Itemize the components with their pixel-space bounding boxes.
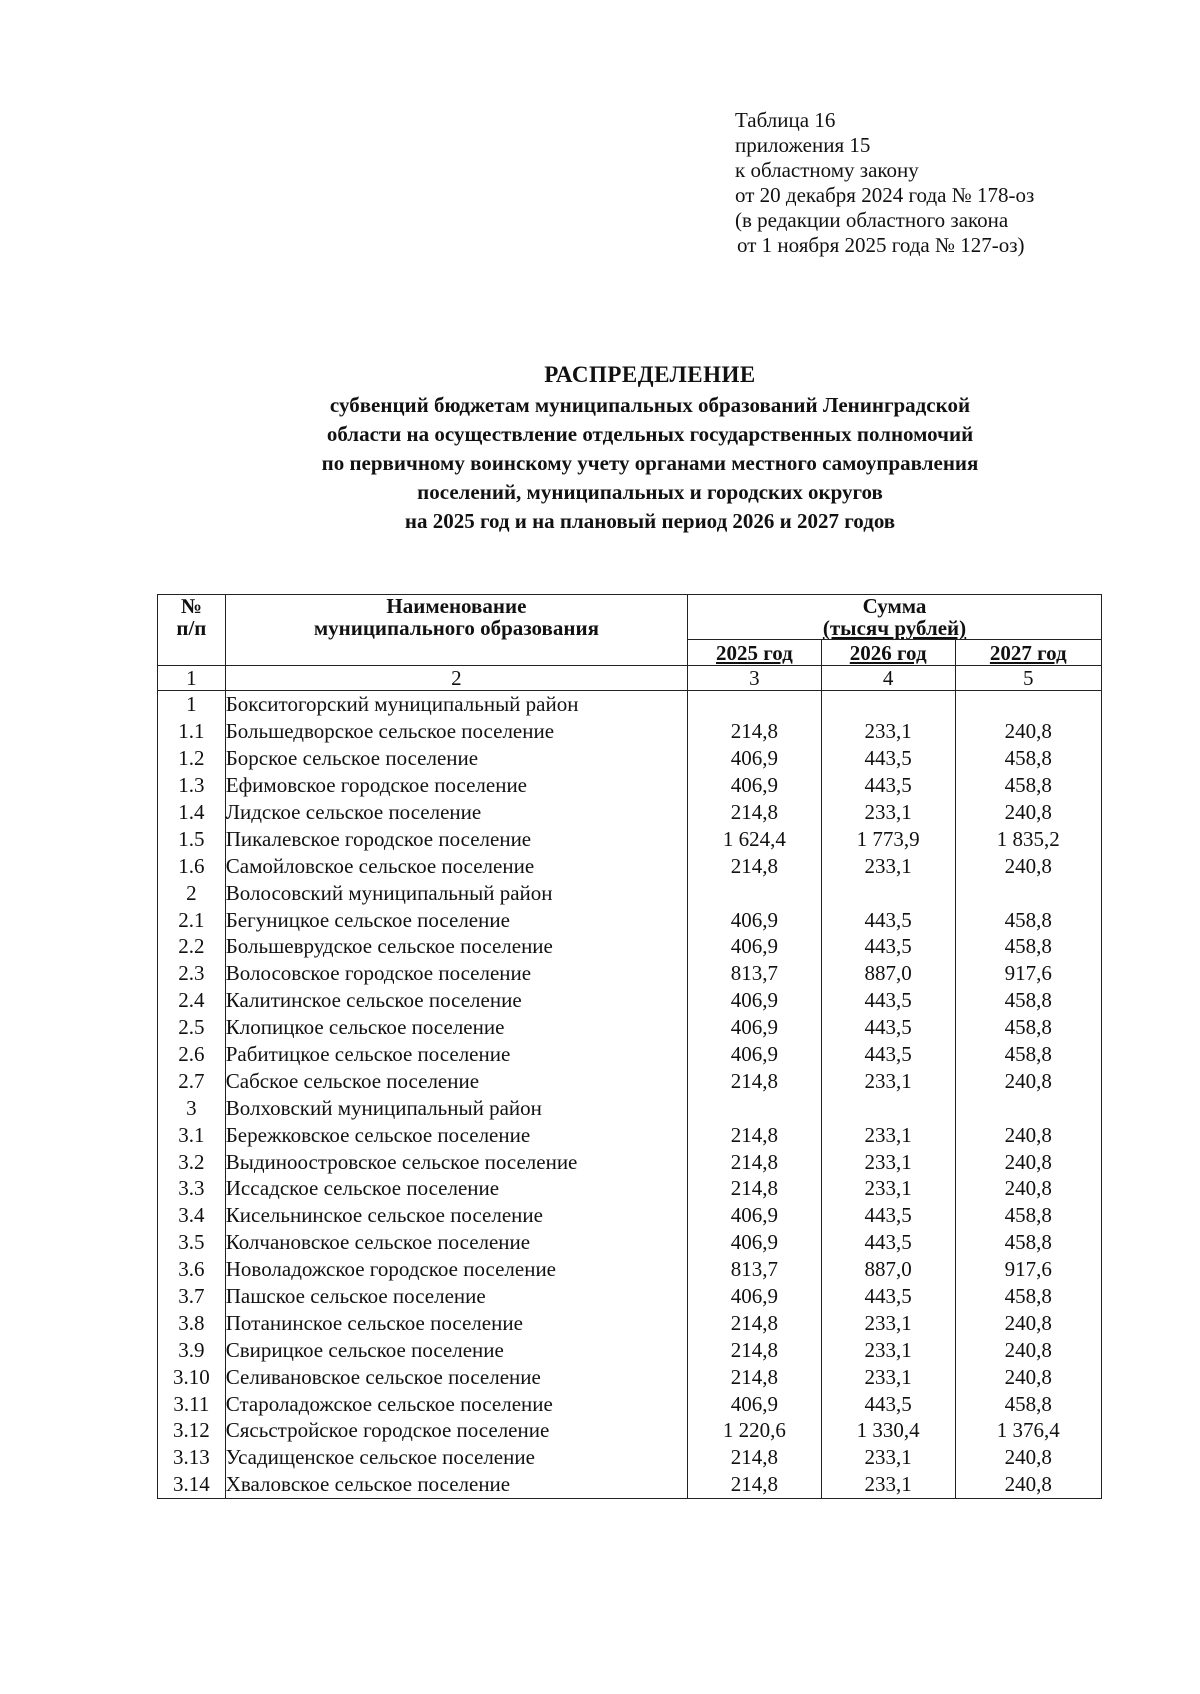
header-year-2025: 2025 год bbox=[688, 640, 822, 666]
row-value-2026: 443,5 bbox=[821, 1202, 955, 1229]
row-value-2025: 813,7 bbox=[688, 960, 822, 987]
row-value-2027: 458,8 bbox=[955, 772, 1101, 799]
row-value-2026: 443,5 bbox=[821, 1014, 955, 1041]
row-value-2027: 240,8 bbox=[955, 1148, 1101, 1175]
table-row bbox=[158, 691, 1102, 718]
row-value-2026 bbox=[821, 879, 955, 906]
row-value-2027: 458,8 bbox=[955, 1041, 1101, 1068]
header-sum: Сумма (тысяч рублей) bbox=[688, 595, 1102, 640]
table-row bbox=[158, 1041, 1102, 1068]
row-value-2025: 1 220,6 bbox=[688, 1417, 822, 1444]
row-value-2027: 240,8 bbox=[955, 1471, 1101, 1498]
row-name: Селивановское сельское поселение bbox=[225, 1363, 687, 1390]
row-value-2026: 233,1 bbox=[821, 1471, 955, 1498]
row-value-2025: 214,8 bbox=[688, 799, 822, 826]
row-value-2026: 443,5 bbox=[821, 745, 955, 772]
table-row bbox=[158, 1417, 1102, 1444]
table-row bbox=[158, 1363, 1102, 1390]
distribution-table bbox=[157, 594, 1102, 1499]
row-value-2026 bbox=[821, 1094, 955, 1121]
row-name: Пашское сельское поселение bbox=[225, 1283, 687, 1310]
row-value-2025 bbox=[688, 1094, 822, 1121]
table-row bbox=[158, 1229, 1102, 1256]
row-value-2026: 443,5 bbox=[821, 1283, 955, 1310]
row-value-2025: 1 624,4 bbox=[688, 825, 822, 852]
row-name: Выдиноостровское сельское поселение bbox=[225, 1148, 687, 1175]
row-number: 3.12 bbox=[158, 1417, 226, 1444]
row-value-2025: 406,9 bbox=[688, 1014, 822, 1041]
row-name: Сясьстройское городское поселение bbox=[225, 1417, 687, 1444]
row-number: 3.3 bbox=[158, 1175, 226, 1202]
row-name: Самойловское сельское поселение bbox=[225, 852, 687, 879]
row-number: 1.5 bbox=[158, 825, 226, 852]
row-value-2027 bbox=[955, 1094, 1101, 1121]
row-number: 2.6 bbox=[158, 1041, 226, 1068]
document-title bbox=[150, 360, 1150, 536]
table-body bbox=[158, 691, 1102, 1499]
row-number: 3.14 bbox=[158, 1471, 226, 1498]
appendix-line: приложения 15 bbox=[735, 133, 871, 157]
row-value-2025: 406,9 bbox=[688, 933, 822, 960]
table-row bbox=[158, 718, 1102, 745]
row-name: Ефимовское городское поселение bbox=[225, 772, 687, 799]
row-number: 2 bbox=[158, 879, 226, 906]
table-row bbox=[158, 1283, 1102, 1310]
table-row bbox=[158, 1471, 1102, 1498]
row-name: Колчановское сельское поселение bbox=[225, 1229, 687, 1256]
row-value-2027: 240,8 bbox=[955, 718, 1101, 745]
row-value-2027: 1 835,2 bbox=[955, 825, 1101, 852]
table-row bbox=[158, 1309, 1102, 1336]
row-value-2025: 214,8 bbox=[688, 1363, 822, 1390]
row-number: 3.5 bbox=[158, 1229, 226, 1256]
row-number: 1.1 bbox=[158, 718, 226, 745]
row-value-2025: 214,8 bbox=[688, 852, 822, 879]
row-name: Потанинское сельское поселение bbox=[225, 1309, 687, 1336]
row-name: Кисельнинское сельское поселение bbox=[225, 1202, 687, 1229]
row-number: 3.9 bbox=[158, 1336, 226, 1363]
row-value-2027: 458,8 bbox=[955, 1283, 1101, 1310]
row-value-2027: 240,8 bbox=[955, 1121, 1101, 1148]
row-value-2025 bbox=[688, 879, 822, 906]
appendix-line: от 20 декабря 2024 года № 178-оз bbox=[735, 183, 1035, 207]
appendix-reference bbox=[735, 108, 1034, 258]
row-value-2025: 813,7 bbox=[688, 1256, 822, 1283]
appendix-line: Таблица 16 bbox=[735, 108, 836, 132]
table-row bbox=[158, 960, 1102, 987]
column-number: 2 bbox=[225, 666, 687, 691]
title-line: области на осуществление отдельных государственных полномочий bbox=[326, 422, 974, 446]
row-name: Староладожское сельское поселение bbox=[225, 1390, 687, 1417]
row-number: 2.7 bbox=[158, 1067, 226, 1094]
row-name: Волосовское городское поселение bbox=[225, 960, 687, 987]
row-value-2026: 443,5 bbox=[821, 906, 955, 933]
row-value-2026: 443,5 bbox=[821, 933, 955, 960]
row-value-2026: 233,1 bbox=[821, 1309, 955, 1336]
title-line: на 2025 год и на плановый период 2026 и 2027 годов bbox=[404, 509, 896, 533]
row-value-2025: 214,8 bbox=[688, 1471, 822, 1498]
row-value-2027: 240,8 bbox=[955, 1309, 1101, 1336]
table-row bbox=[158, 1175, 1102, 1202]
row-name: Бегуницкое сельское поселение bbox=[225, 906, 687, 933]
row-value-2026: 887,0 bbox=[821, 1256, 955, 1283]
row-value-2026: 233,1 bbox=[821, 1363, 955, 1390]
row-name: Волосовский муниципальный район bbox=[225, 879, 687, 906]
row-value-2026 bbox=[821, 691, 955, 718]
table-row bbox=[158, 1067, 1102, 1094]
table-row bbox=[158, 987, 1102, 1014]
row-value-2025: 406,9 bbox=[688, 1283, 822, 1310]
table-row bbox=[158, 852, 1102, 879]
row-number: 3.2 bbox=[158, 1148, 226, 1175]
row-name: Большеврудское сельское поселение bbox=[225, 933, 687, 960]
row-value-2027: 917,6 bbox=[955, 1256, 1101, 1283]
row-value-2025: 214,8 bbox=[688, 1148, 822, 1175]
row-value-2026: 233,1 bbox=[821, 1444, 955, 1471]
appendix-line: от 1 ноября 2025 года № 127-оз) bbox=[737, 233, 1025, 257]
row-name: Бережковское сельское поселение bbox=[225, 1121, 687, 1148]
row-number: 3.4 bbox=[158, 1202, 226, 1229]
row-value-2025: 406,9 bbox=[688, 1041, 822, 1068]
row-value-2025: 214,8 bbox=[688, 1444, 822, 1471]
row-name: Свирицкое сельское поселение bbox=[225, 1336, 687, 1363]
row-value-2025 bbox=[688, 691, 822, 718]
table-row bbox=[158, 1390, 1102, 1417]
row-value-2026: 233,1 bbox=[821, 852, 955, 879]
table-row bbox=[158, 879, 1102, 906]
column-number-row bbox=[158, 666, 1102, 691]
row-value-2027: 240,8 bbox=[955, 1175, 1101, 1202]
table-row bbox=[158, 825, 1102, 852]
row-name: Сабское сельское поселение bbox=[225, 1067, 687, 1094]
table-row bbox=[158, 933, 1102, 960]
row-number: 3.10 bbox=[158, 1363, 226, 1390]
row-value-2025: 214,8 bbox=[688, 1121, 822, 1148]
row-value-2025: 406,9 bbox=[688, 906, 822, 933]
row-value-2026: 1 773,9 bbox=[821, 825, 955, 852]
row-value-2026: 233,1 bbox=[821, 1067, 955, 1094]
row-value-2027: 240,8 bbox=[955, 1444, 1101, 1471]
row-value-2026: 233,1 bbox=[821, 1175, 955, 1202]
row-name: Новоладожское городское поселение bbox=[225, 1256, 687, 1283]
row-value-2025: 406,9 bbox=[688, 772, 822, 799]
row-number: 1.2 bbox=[158, 745, 226, 772]
row-value-2026: 233,1 bbox=[821, 1336, 955, 1363]
table-row bbox=[158, 1014, 1102, 1041]
row-value-2025: 406,9 bbox=[688, 1390, 822, 1417]
row-name: Волховский муниципальный район bbox=[225, 1094, 687, 1121]
row-name: Калитинское сельское поселение bbox=[225, 987, 687, 1014]
row-value-2025: 214,8 bbox=[688, 1309, 822, 1336]
row-number: 1.6 bbox=[158, 852, 226, 879]
row-value-2026: 443,5 bbox=[821, 987, 955, 1014]
row-value-2027: 458,8 bbox=[955, 1014, 1101, 1041]
row-value-2026: 443,5 bbox=[821, 1041, 955, 1068]
row-value-2027: 240,8 bbox=[955, 1363, 1101, 1390]
row-value-2026: 233,1 bbox=[821, 1148, 955, 1175]
row-name: Иссадское сельское поселение bbox=[225, 1175, 687, 1202]
row-name: Борское сельское поселение bbox=[225, 745, 687, 772]
table-row bbox=[158, 1148, 1102, 1175]
row-name: Бокситогорский муниципальный район bbox=[225, 691, 687, 718]
column-number: 1 bbox=[158, 666, 226, 691]
row-name: Хваловское сельское поселение bbox=[225, 1471, 687, 1498]
row-value-2027: 458,8 bbox=[955, 1229, 1101, 1256]
row-number: 3.6 bbox=[158, 1256, 226, 1283]
row-number: 3.11 bbox=[158, 1390, 226, 1417]
table-row bbox=[158, 1256, 1102, 1283]
column-number: 4 bbox=[821, 666, 955, 691]
row-value-2027: 458,8 bbox=[955, 987, 1101, 1014]
row-value-2025: 214,8 bbox=[688, 1067, 822, 1094]
row-value-2027: 917,6 bbox=[955, 960, 1101, 987]
row-number: 3.1 bbox=[158, 1121, 226, 1148]
row-name: Большедворское сельское поселение bbox=[225, 718, 687, 745]
row-value-2026: 233,1 bbox=[821, 718, 955, 745]
row-value-2026: 1 330,4 bbox=[821, 1417, 955, 1444]
row-number: 3.8 bbox=[158, 1309, 226, 1336]
row-number: 2.5 bbox=[158, 1014, 226, 1041]
row-number: 1 bbox=[158, 691, 226, 718]
row-number: 2.3 bbox=[158, 960, 226, 987]
row-value-2025: 406,9 bbox=[688, 987, 822, 1014]
row-value-2027: 240,8 bbox=[955, 799, 1101, 826]
row-value-2027: 458,8 bbox=[955, 745, 1101, 772]
row-value-2026: 233,1 bbox=[821, 799, 955, 826]
row-number: 2.2 bbox=[158, 933, 226, 960]
row-number: 3.13 bbox=[158, 1444, 226, 1471]
table-row bbox=[158, 745, 1102, 772]
row-value-2027: 458,8 bbox=[955, 933, 1101, 960]
row-value-2027: 458,8 bbox=[955, 1202, 1101, 1229]
row-value-2027: 1 376,4 bbox=[955, 1417, 1101, 1444]
row-value-2027: 240,8 bbox=[955, 852, 1101, 879]
row-value-2026: 443,5 bbox=[821, 772, 955, 799]
appendix-line: (в редакции областного закона bbox=[735, 208, 1009, 232]
row-value-2027 bbox=[955, 691, 1101, 718]
row-number: 1.3 bbox=[158, 772, 226, 799]
row-value-2025: 406,9 bbox=[688, 745, 822, 772]
row-name: Лидское сельское поселение bbox=[225, 799, 687, 826]
title-line: по первичному воинскому учету органами местного самоуправления bbox=[321, 451, 979, 475]
row-number: 2.4 bbox=[158, 987, 226, 1014]
row-number: 2.1 bbox=[158, 906, 226, 933]
header-year-2027: 2027 год bbox=[955, 640, 1101, 666]
row-value-2027: 240,8 bbox=[955, 1067, 1101, 1094]
row-name: Рабитицкое сельское поселение bbox=[225, 1041, 687, 1068]
row-value-2025: 406,9 bbox=[688, 1202, 822, 1229]
table-row bbox=[158, 1444, 1102, 1471]
header-number: № п/п bbox=[158, 595, 226, 666]
row-value-2027: 458,8 bbox=[955, 1390, 1101, 1417]
table-row bbox=[158, 772, 1102, 799]
row-number: 3 bbox=[158, 1094, 226, 1121]
table-row bbox=[158, 1202, 1102, 1229]
row-name: Усадищенское сельское поселение bbox=[225, 1444, 687, 1471]
row-value-2025: 214,8 bbox=[688, 718, 822, 745]
row-name: Пикалевское городское поселение bbox=[225, 825, 687, 852]
table-row bbox=[158, 906, 1102, 933]
row-value-2025: 214,8 bbox=[688, 1175, 822, 1202]
appendix-line: к областному закону bbox=[735, 158, 919, 182]
title-line: поселений, муниципальных и городских округов bbox=[417, 480, 883, 504]
table-row bbox=[158, 1094, 1102, 1121]
row-name: Клопицкое сельское поселение bbox=[225, 1014, 687, 1041]
row-value-2025: 406,9 bbox=[688, 1229, 822, 1256]
row-number: 3.7 bbox=[158, 1283, 226, 1310]
header-year-2026: 2026 год bbox=[821, 640, 955, 666]
row-value-2027: 458,8 bbox=[955, 906, 1101, 933]
table-row bbox=[158, 799, 1102, 826]
column-number: 3 bbox=[688, 666, 822, 691]
table-row bbox=[158, 1121, 1102, 1148]
row-value-2025: 214,8 bbox=[688, 1336, 822, 1363]
header-name: Наименование муниципального образования bbox=[225, 595, 687, 666]
row-value-2026: 443,5 bbox=[821, 1390, 955, 1417]
row-value-2027 bbox=[955, 879, 1101, 906]
table-row bbox=[158, 1336, 1102, 1363]
title-line: субвенций бюджетам муниципальных образований Ленинградской bbox=[329, 393, 971, 417]
row-value-2026: 887,0 bbox=[821, 960, 955, 987]
row-value-2026: 443,5 bbox=[821, 1229, 955, 1256]
row-number: 1.4 bbox=[158, 799, 226, 826]
title-main: РАСПРЕДЕЛЕНИЕ bbox=[544, 362, 756, 387]
row-value-2027: 240,8 bbox=[955, 1336, 1101, 1363]
row-value-2026: 233,1 bbox=[821, 1121, 955, 1148]
column-number: 5 bbox=[955, 666, 1101, 691]
